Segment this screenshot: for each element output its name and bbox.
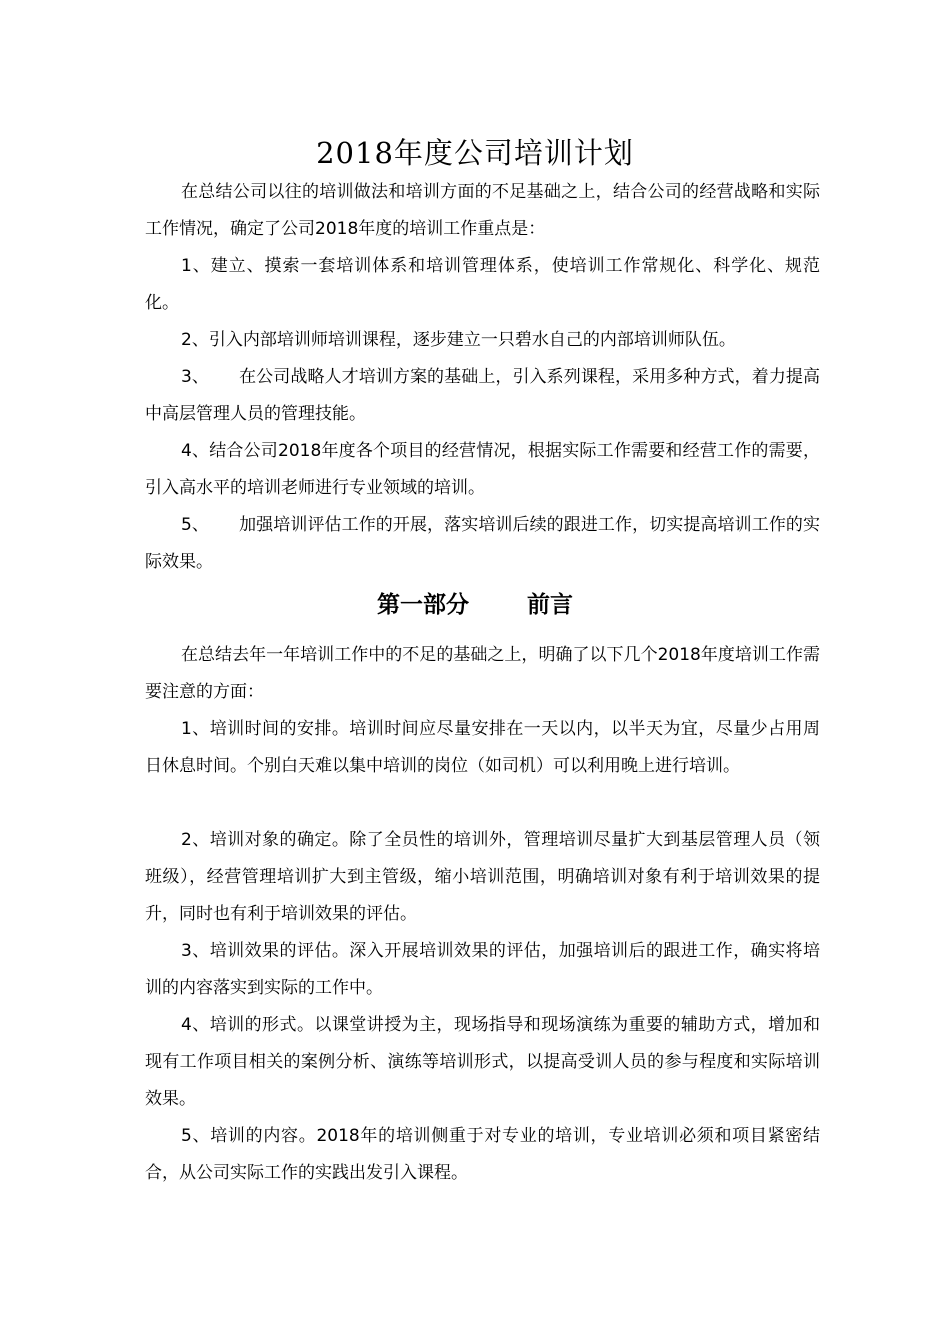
intro-paragraph: 在总结公司以往的培训做法和培训方面的不足基础之上，结合公司的经营战略和实际工作情况，确定了公司2018年度的培训工作重点是： [145,182,820,239]
priority-item-5-number: 5、 [181,515,209,535]
section-item-3: 3、培训效果的评估。深入开展培训效果的评估，加强培训后的跟进工作，确实将培训的内容落实到实际的工作中。 [145,941,820,998]
section-heading-name: 前言 [527,591,573,618]
priority-item-1: 1、建立、摸索一套培训体系和培训管理体系，使培训工作常规化、科学化、规范化。 [145,256,820,313]
priority-item-5-text: 加强培训评估工作的开展，落实培训后续的跟进工作，切实提高培训工作的实际效果。 [145,515,820,572]
section-item-4: 4、培训的形式。以课堂讲授为主，现场指导和现场演练为重要的辅助方式，增加和现有工作项目相关的案例分析、演练等培训形式，以提高受训人员的参与程度和实际培训效果。 [145,1015,820,1109]
section-heading [0,588,950,622]
priority-item-4: 4、结合公司2018年度各个项目的经营情况，根据实际工作需要和经营工作的需要，引入高水平的培训老师进行专业领域的培训。 [145,441,820,498]
section-item-1: 1、培训时间的安排。培训时间应尽量安排在一天以内，以半天为宜，尽量少占用周日休息时间。个别白天难以集中培训的岗位（如司机）可以利用晚上进行培训。 [145,719,820,776]
section-item-5: 5、培训的内容。2018年的培训侧重于对专业的培训，专业培训必须和项目紧密结合，从公司实际工作的实践出发引入课程。 [145,1126,820,1183]
priority-item-3-number: 3、 [181,367,209,387]
priority-item-3-text: 在公司战略人才培训方案的基础上，引入系列课程，采用多种方式，着力提高中高层管理人员的管理技能。 [145,367,820,424]
priority-item-2: 2、引入内部培训师培训课程，逐步建立一只碧水自己的内部培训师队伍。 [181,330,736,350]
document-title: 2018年度公司培训计划 [316,136,634,170]
section-item-2: 2、培训对象的确定。除了全员性的培训外，管理培训尽量扩大到基层管理人员（领班级），经营管理培训扩大到主管级，缩小培训范围，明确培训对象有利于培训效果的提升，同时也有利于培训效果的评估。 [145,830,820,924]
section-intro-paragraph: 在总结去年一年培训工作中的不足的基础之上，明确了以下几个2018年度培训工作需要注意的方面： [145,645,820,702]
section-heading-part: 第一部分 [377,591,469,618]
priority-item-5 [145,507,820,581]
priority-item-3 [145,359,820,433]
